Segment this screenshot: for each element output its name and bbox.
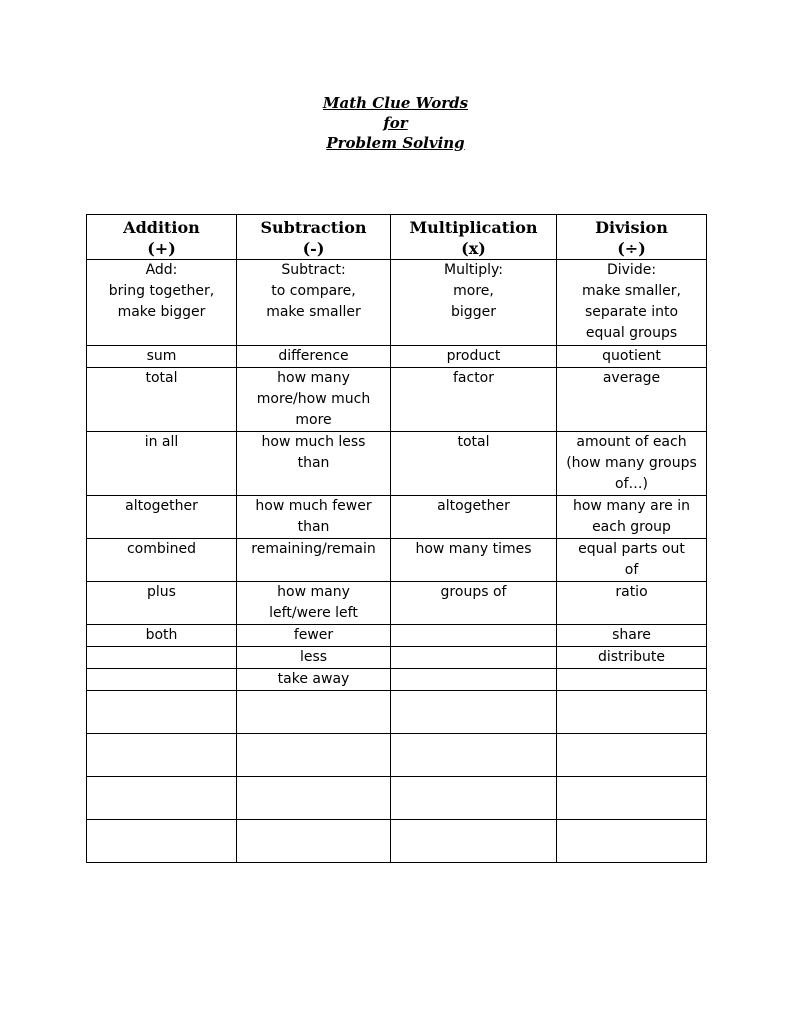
cell-subtraction [237, 647, 391, 669]
cell-line: Add: [145, 262, 178, 278]
blank-cell [87, 777, 237, 820]
clue-words-table [86, 214, 707, 863]
blank-row [87, 777, 707, 820]
blank-cell [391, 734, 557, 777]
cell-line: product [446, 348, 501, 364]
header-name: Addition [123, 218, 200, 237]
blank-row [87, 734, 707, 777]
cell-line: altogether [125, 498, 198, 514]
table-row [87, 368, 707, 432]
blank-row [87, 691, 707, 734]
blank-cell [557, 734, 707, 777]
header-symbol: (x) [461, 239, 486, 258]
blank-cell [557, 777, 707, 820]
cell-division [557, 346, 707, 368]
cell-line: plus [147, 584, 176, 600]
cell-line: how many are in [572, 498, 691, 514]
cell-line: sum [146, 348, 177, 364]
cell-line: quotient [602, 348, 661, 364]
cell-line: separate into [584, 304, 679, 320]
header-name: Division [595, 218, 668, 237]
cell-line: distribute [597, 649, 666, 665]
cell-line: each group [592, 519, 671, 535]
header-name: Multiplication [409, 218, 538, 237]
header-symbol: (-) [302, 239, 325, 258]
cell-multiplication [391, 346, 557, 368]
cell-line: than [297, 519, 330, 535]
cell-line: to compare, [271, 283, 356, 299]
intro-addition [87, 260, 237, 346]
cell-line: Subtract: [281, 262, 346, 278]
cell-addition [87, 368, 237, 432]
table-row [87, 625, 707, 647]
cell-line: left/were left [269, 605, 358, 621]
cell-line: groups of [440, 584, 507, 600]
header-addition [87, 215, 237, 260]
cell-line: equal parts out [578, 541, 685, 557]
blank-cell [87, 734, 237, 777]
header-name: Subtraction [260, 218, 367, 237]
cell-subtraction [237, 539, 391, 582]
intro-subtraction [237, 260, 391, 346]
cell-line: of…) [615, 476, 648, 492]
intro-multiplication [391, 260, 557, 346]
title-line-3: Problem Solving [326, 134, 465, 152]
blank-cell [237, 691, 391, 734]
header-symbol: (÷) [617, 239, 646, 258]
cell-line: average [602, 370, 661, 386]
cell-addition [87, 625, 237, 647]
cell-line: ratio [615, 584, 648, 600]
cell-line: total [457, 434, 490, 450]
cell-subtraction [237, 346, 391, 368]
cell-line: more/how much [256, 391, 371, 407]
cell-multiplication [391, 539, 557, 582]
cell-division [557, 669, 707, 691]
cell-addition [87, 539, 237, 582]
cell-addition [87, 496, 237, 539]
table-row [87, 346, 707, 368]
cell-subtraction [237, 669, 391, 691]
blank-cell [237, 734, 391, 777]
header-row [87, 215, 707, 260]
cell-line: factor [452, 370, 494, 386]
cell-line: how much fewer [255, 498, 372, 514]
blank-cell [391, 777, 557, 820]
cell-division [557, 496, 707, 539]
table-row [87, 669, 707, 691]
cell-line: more, [453, 283, 494, 299]
cell-addition [87, 432, 237, 496]
cell-line: how many times [415, 541, 532, 557]
cell-addition [87, 647, 237, 669]
cell-addition [87, 669, 237, 691]
intro-division [557, 260, 707, 346]
cell-line: make smaller, [582, 283, 681, 299]
cell-addition [87, 346, 237, 368]
table-row [87, 432, 707, 496]
cell-line: difference [278, 348, 349, 364]
blank-cell [87, 820, 237, 863]
cell-subtraction [237, 625, 391, 647]
header-multiplication [391, 215, 557, 260]
cell-division [557, 582, 707, 625]
header-division [557, 215, 707, 260]
cell-line: how much less [261, 434, 366, 450]
cell-multiplication [391, 368, 557, 432]
blank-cell [557, 691, 707, 734]
cell-line: make bigger [117, 304, 206, 320]
blank-cell [87, 691, 237, 734]
table-row [87, 647, 707, 669]
cell-line: Divide: [606, 262, 657, 278]
header-subtraction [237, 215, 391, 260]
cell-line: altogether [437, 498, 510, 514]
cell-line: in all [144, 434, 179, 450]
cell-line: more [295, 412, 332, 428]
cell-line: make smaller [266, 304, 361, 320]
cell-division [557, 647, 707, 669]
title-line-2: for [383, 114, 408, 132]
cell-subtraction [237, 432, 391, 496]
cell-line: bring together, [108, 283, 215, 299]
cell-multiplication [391, 647, 557, 669]
cell-line: remaining/remain [251, 541, 376, 557]
cell-line: (how many groups [566, 455, 697, 471]
cell-division [557, 368, 707, 432]
intro-row [87, 260, 707, 346]
cell-division [557, 432, 707, 496]
blank-cell [557, 820, 707, 863]
title-line-1: Math Clue Words [322, 94, 469, 112]
cell-line: both [145, 627, 178, 643]
cell-line: how many [277, 584, 350, 600]
cell-line: share [612, 627, 651, 643]
blank-row [87, 820, 707, 863]
cell-line: Multiply: [444, 262, 503, 278]
blank-cell [391, 820, 557, 863]
cell-line: combined [126, 541, 197, 557]
cell-addition [87, 582, 237, 625]
cell-line: amount of each [576, 434, 687, 450]
cell-line: total [145, 370, 178, 386]
blank-cell [237, 777, 391, 820]
cell-division [557, 625, 707, 647]
cell-subtraction [237, 496, 391, 539]
cell-line: equal groups [585, 325, 678, 341]
cell-subtraction [237, 582, 391, 625]
cell-line: how many [277, 370, 350, 386]
cell-multiplication [391, 625, 557, 647]
cell-multiplication [391, 496, 557, 539]
page-title [0, 93, 791, 153]
cell-division [557, 539, 707, 582]
cell-line: bigger [451, 304, 496, 320]
cell-multiplication [391, 432, 557, 496]
cell-line: fewer [293, 627, 334, 643]
blank-cell [237, 820, 391, 863]
cell-multiplication [391, 582, 557, 625]
cell-line: of [624, 562, 639, 578]
table-row [87, 496, 707, 539]
table-row [87, 539, 707, 582]
table-row [87, 582, 707, 625]
cell-line: less [299, 649, 328, 665]
cell-multiplication [391, 669, 557, 691]
cell-line: than [297, 455, 330, 471]
header-symbol: (+) [147, 239, 176, 258]
blank-cell [391, 691, 557, 734]
cell-line: take away [277, 671, 350, 687]
cell-subtraction [237, 368, 391, 432]
